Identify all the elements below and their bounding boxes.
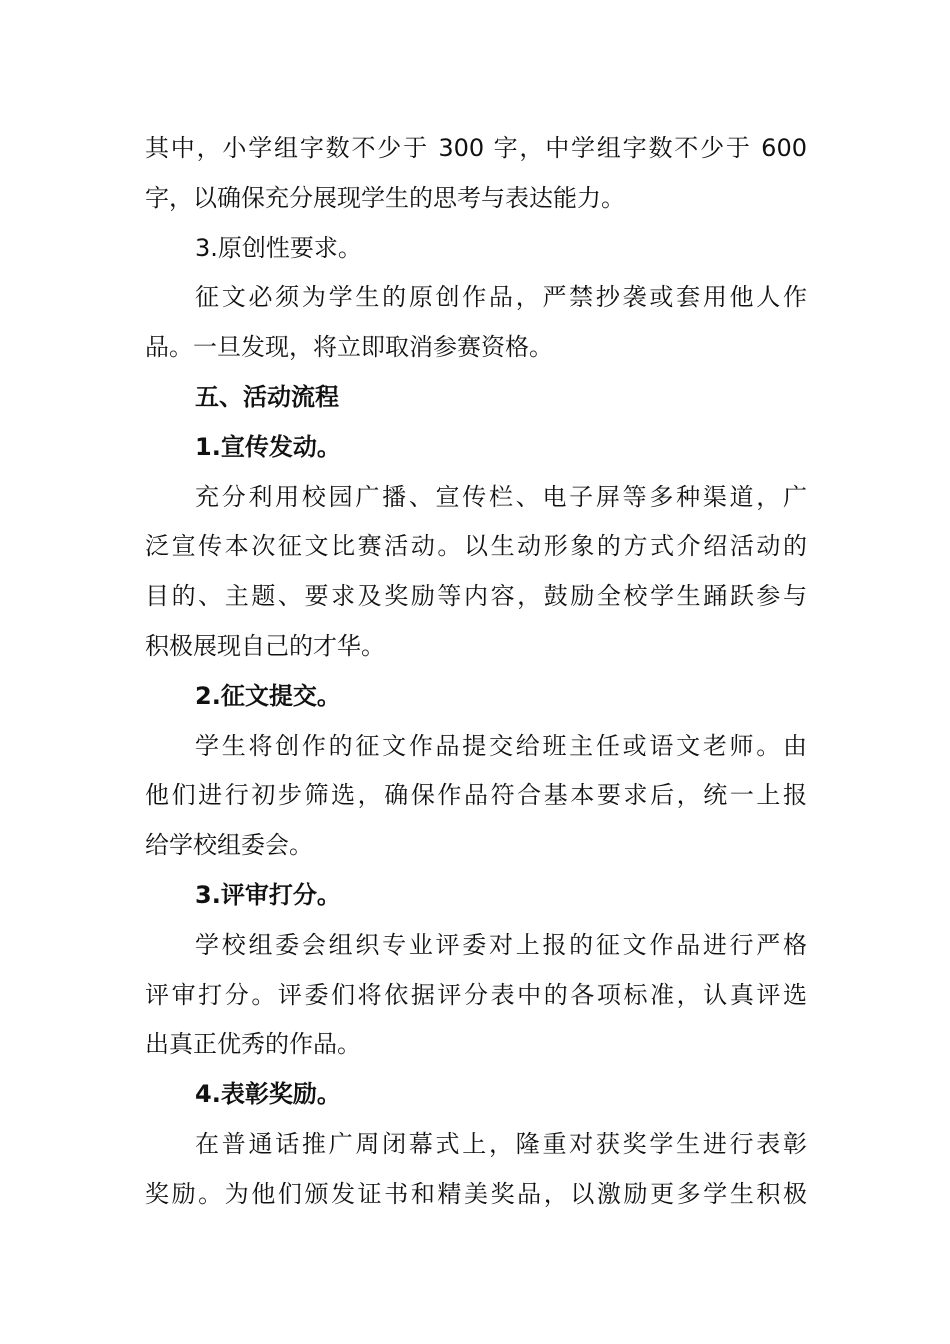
text-line: 学生将创作的征文作品提交给班主任或语文老师。由 [195, 731, 807, 760]
text-line: 泛宣传本次征文比赛活动。以生动形象的方式介绍活动的 [145, 532, 807, 561]
subsection-heading: 4.表彰奖励。 [195, 1080, 341, 1109]
text-line: 其中，小学组字数不少于 300 字，中学组字数不少于 600 [145, 134, 807, 162]
text-line: 充分利用校园广播、宣传栏、电子屏等多种渠道，广 [195, 482, 807, 511]
document-page [145, 124, 807, 1220]
text-line: 给学校组委会。 [145, 831, 313, 860]
subsection-heading: 3.评审打分。 [195, 880, 341, 909]
text-line: 奖励。为他们颁发证书和精美奖品，以激励更多学生积极 [145, 1179, 807, 1208]
text-line: 字，以确保充分展现学生的思考与表达能力。 [145, 183, 625, 212]
item-heading: 3.原创性要求。 [195, 233, 362, 262]
text-line: 出真正优秀的作品。 [145, 1030, 361, 1059]
text-line: 目的、主题、要求及奖励等内容，鼓励全校学生踊跃参与 [145, 582, 807, 611]
subsection-heading: 2.征文提交。 [195, 681, 341, 710]
text-line: 评审打分。评委们将依据评分表中的各项标准，认真评选 [145, 980, 807, 1009]
text-line: 他们进行初步筛选，确保作品符合基本要求后，统一上报 [145, 781, 807, 810]
text-line: 征文必须为学生的原创作品，严禁抄袭或套用他人作 [195, 283, 807, 312]
text-line: 品。一旦发现，将立即取消参赛资格。 [145, 333, 553, 362]
section-heading: 五、活动流程 [195, 382, 339, 411]
subsection-heading: 1.宣传发动。 [195, 432, 341, 461]
text-line: 学校组委会组织专业评委对上报的征文作品进行严格 [195, 930, 807, 959]
text-line: 在普通话推广周闭幕式上，隆重对获奖学生进行表彰 [195, 1129, 807, 1158]
text-line: 积极展现自己的才华。 [145, 631, 385, 660]
